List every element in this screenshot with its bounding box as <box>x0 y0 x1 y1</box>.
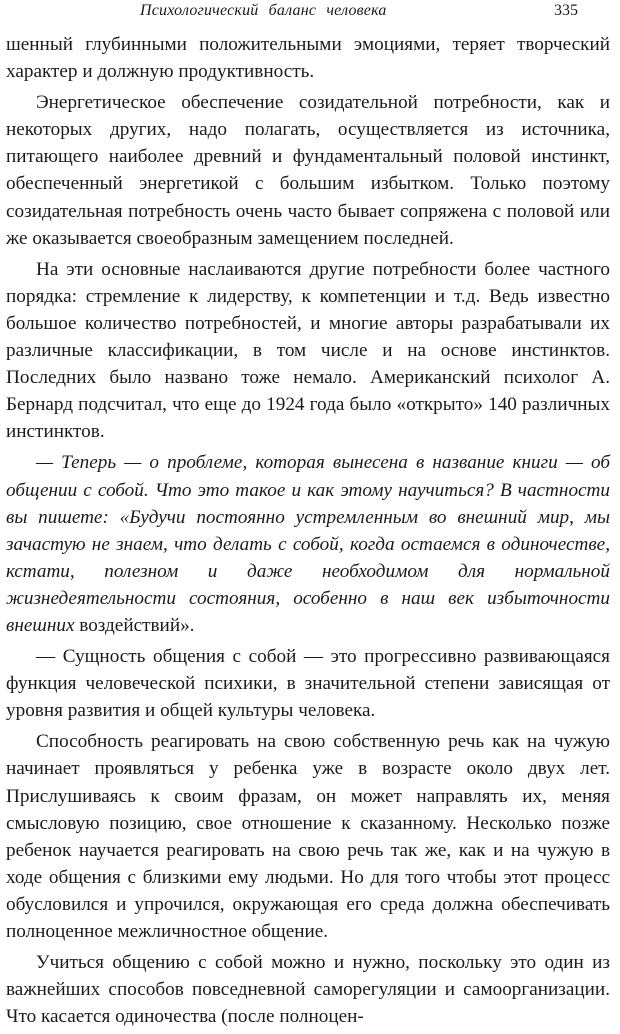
body-text <box>6 31 610 1034</box>
paragraph: Энергетическое обеспечение созидательной потребности, как и некоторых других, надо полагать, осуществляется из источника, питающего наиболее древний и фундаментальный половой инстинкт, обеспеченный энергетикой с большим избытком. Только поэтому созидательная потребность очень часто бывает сопряжена с половой или же оказывается своеобразным замещением последней. <box>6 92 610 249</box>
page-header <box>0 0 620 28</box>
paragraph: шенный глубинными положительными эмоциями, теряет творческий характер и должную продуктивность. <box>6 34 610 83</box>
paragraph: Учиться общению с собой можно и нужно, поскольку это один из важнейших способов повседневной саморегуляции и самоорганизации. Что касается одиночества (после полноцен- <box>6 952 610 1028</box>
running-title: Психологический баланс человека <box>140 2 387 19</box>
page-number: 335 <box>554 2 578 19</box>
paragraph: На эти основные наслаиваются другие потребности более частного порядка: стремление к лидерству, к компетенции и т.д. Ведь известно большое количество потребностей, и многие авторы разрабатывали их различные классификации, в том числе и на основе инстинктов. Последних было названо тоже немало. Американский психолог А. Бернард подсчитал, что еще до 1924 года было «открыто» 140 различных инстинктов. <box>6 258 610 443</box>
interview-question <box>6 449 610 639</box>
paragraph: Способность реагировать на свою собственную речь как на чужую начинает проявляться у ребенка уже в возрасте около двух лет. Прислушиваясь к своим фразам, он может направлять их, меняя смысловую позицию, свое отношение к сказанному. Несколько позже ребенок научается реагировать на свою речь так же, как и на чужую в ходе общения с близкими ему людьми. Но для того чтобы этот процесс обусловился и упрочился, окружающая его среда должна обеспечивать полноценное межличностное общение. <box>6 731 610 942</box>
paragraph: — Сущность общения с собой — это прогрессивно развивающаяся функция человеческой психики, в значительной степени зависящая от уровня развития и общей культуры человека. <box>6 646 610 722</box>
question-italic-text: — Теперь — о проблеме, которая вынесена в название книги — об общении с собой. Что это такое и как этому научиться? В частности вы пишете: «Будучи постоянно устремленным во внешний мир, мы зачастую не знаем, что делать с собой, когда остаемся в одиночестве, кстати, полезном и даже необходимом для нормальной жизнедеятельности состояния, особенно в наш век избыточности внешних <box>6 452 610 636</box>
question-tail-text: воздействий». <box>74 614 195 636</box>
